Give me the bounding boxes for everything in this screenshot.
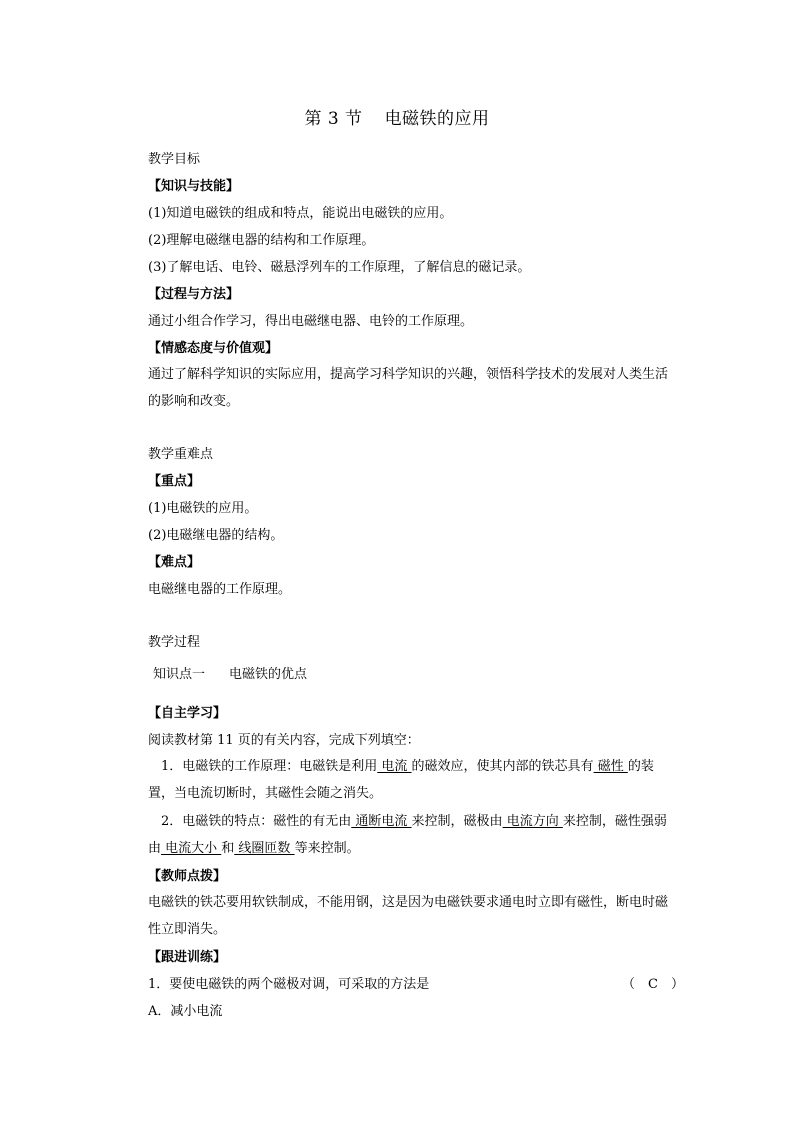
key-item: (1)电磁铁的应用。 [148,501,258,516]
process-method-text: 通过小组合作学习，得出电磁继电器、电铃的工作原理。 [148,314,474,329]
option-a: A．减小电流 [148,1004,223,1019]
practice-heading: 【跟进训练】 [148,950,227,965]
objectives-heading: 教学目标 [148,152,201,167]
knowledge-point-label: 知识点一 [153,667,206,682]
process-heading: 教学过程 [148,635,201,650]
page-title [0,104,794,129]
self-study-heading: 【自主学习】 [148,706,227,721]
knowledge-point-name: 电磁铁的优点 [229,667,308,682]
process-method-heading: 【过程与方法】 [148,287,240,302]
answer-blank: 线圈匝数 [234,840,295,856]
fill-question-1: 1．电磁铁的工作原理：电磁铁是利用 电流 的磁效应，使其内部的铁芯具有 磁性 的装置，当电流切断时，其磁性会随之消失。 [148,759,654,801]
knowledge-heading: 【知识与技能】 [148,179,240,194]
answer-blank: 通断电流 [351,814,412,829]
fill-question-2: 2．电磁铁的特点：磁性的有无由 通断电流 来控制，磁极由 电流方向 来控制，磁性强弱由 电流大小 和 线圈匝数 等来控制。 [148,814,667,856]
answer-blank: 电流方向 [502,814,563,829]
section-number: 第 3 节 [304,109,363,129]
self-study-intro: 阅读教材第 11 页的有关内容，完成下列填空： [148,733,420,748]
practice-question-1: 1．要使电磁铁的两个磁极对调，可采取的方法是 [148,977,430,992]
knowledge-item: (3)了解电话、电铃、磁悬浮列车的工作原理，了解信息的磁记录。 [148,260,531,275]
answer-blank: 电流 [377,759,412,774]
key-heading: 【重点】 [148,474,201,489]
answer-blank: 电流大小 [161,840,222,856]
knowledge-item: (1)知道电磁铁的组成和特点，能说出电磁铁的应用。 [148,206,453,221]
teacher-tips-heading: 【教师点拨】 [148,869,227,884]
key-item: (2)电磁继电器的结构。 [148,528,284,543]
section-name: 电磁铁的应用 [384,109,490,129]
practice-answer: （ C ） [622,977,684,992]
answer-blank: 磁性 [593,759,628,774]
key-points-heading: 教学重难点 [148,447,214,462]
knowledge-item: (2)理解电磁继电器的结构和工作原理。 [148,233,375,248]
knowledge-point-title [153,667,307,683]
difficult-heading: 【难点】 [148,555,201,570]
attitude-text: 通过了解科学知识的实际应用，提高学习科学知识的兴趣，领悟科学技术的发展对人类生活的影响和改变。 [148,367,669,409]
teacher-tips-text: 电磁铁的铁芯要用软铁制成，不能用钢，这是因为电磁铁要求通电时立即有磁性，断电时磁性立即消失。 [148,895,669,937]
difficult-text: 电磁继电器的工作原理。 [148,582,292,597]
attitude-heading: 【情感态度与价值观】 [148,341,279,356]
